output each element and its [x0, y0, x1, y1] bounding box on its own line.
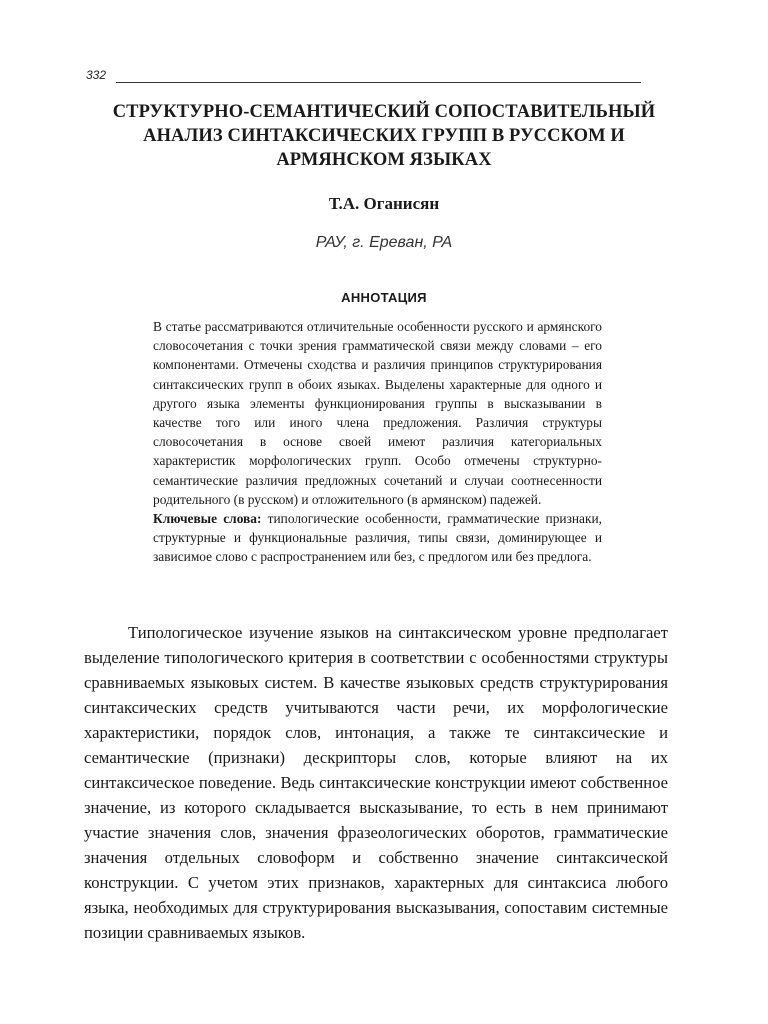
- article-title: [84, 100, 684, 172]
- title-line-3: АРМЯНСКОМ ЯЗЫКАХ: [276, 150, 492, 170]
- abstract-block: [153, 317, 602, 567]
- header-rule: [116, 82, 641, 83]
- abstract-heading: АННОТАЦИЯ: [341, 290, 427, 305]
- keywords-label: Ключевые слова:: [153, 511, 262, 527]
- article-body: [84, 620, 668, 945]
- title-line-2: АНАЛИЗ СИНТАКСИЧЕСКИХ ГРУПП В РУССКОМ И: [143, 126, 625, 146]
- title-line-1: СТРУКТУРНО-СЕМАНТИЧЕСКИЙ СОПОСТАВИТЕЛЬНЫЙ: [112, 102, 656, 122]
- keywords-paragraph: [153, 509, 602, 567]
- page-header: [86, 66, 641, 86]
- body-paragraph: Типологическое изучение языков на синтаксическом уровне предполагает выделение типологического критерия в соответствии с особенностями структуры сравниваемых языковых систем. В качестве языковых средств структурирования синтаксических средств учитываются части речи, их морфологические характеристики, порядок слов, интонация, а также те синтаксические и семантические (признаки) дескрипторы слов, которые влияют на их синтаксическое поведение. Ведь синтаксические конструкции имеют собственное значение, из которого складывается высказывание, то есть в нем принимают участие значения слов, значения фразеологических оборотов, грамматические значения отдельных словоформ и собственно значение синтаксической конструкции. С учетом этих признаков, характерных для синтаксиса любого языка, необходимых для структурирования высказывания, сопоставим системные позиции сравниваемых языков.: [84, 623, 668, 942]
- author-name: Т.А. Оганисян: [328, 194, 440, 213]
- abstract-text: В статье рассматриваются отличительные особенности русского и армянского словосочетания с точки зрения грамматической связи между словами – его компонентами. Отмечены сходства и различия принципов структурирования синтаксических групп в обоих языках. Выделены характерные для одного и другого языка элементы функционирования группы в высказывании в качестве того или иного члена предложения. Различия структуры словосочетания в основе своей имеют различия категориальных характеристик морфологических групп. Особо отмечены структурно-семантические различия предложных сочетаний и случаи соотнесенности родительного (в русском) и отложительного (в армянском) падежей.: [153, 319, 602, 507]
- author-affiliation: РАУ, г. Ереван, РА: [315, 234, 453, 251]
- page-number: 332: [86, 68, 107, 82]
- keywords-text: типологические особенности, грамматические признаки, структурные и функциональные различия, типы связи, доминирующее и зависимое слово с распространением или без, с предлогом или без предлога.: [153, 511, 603, 565]
